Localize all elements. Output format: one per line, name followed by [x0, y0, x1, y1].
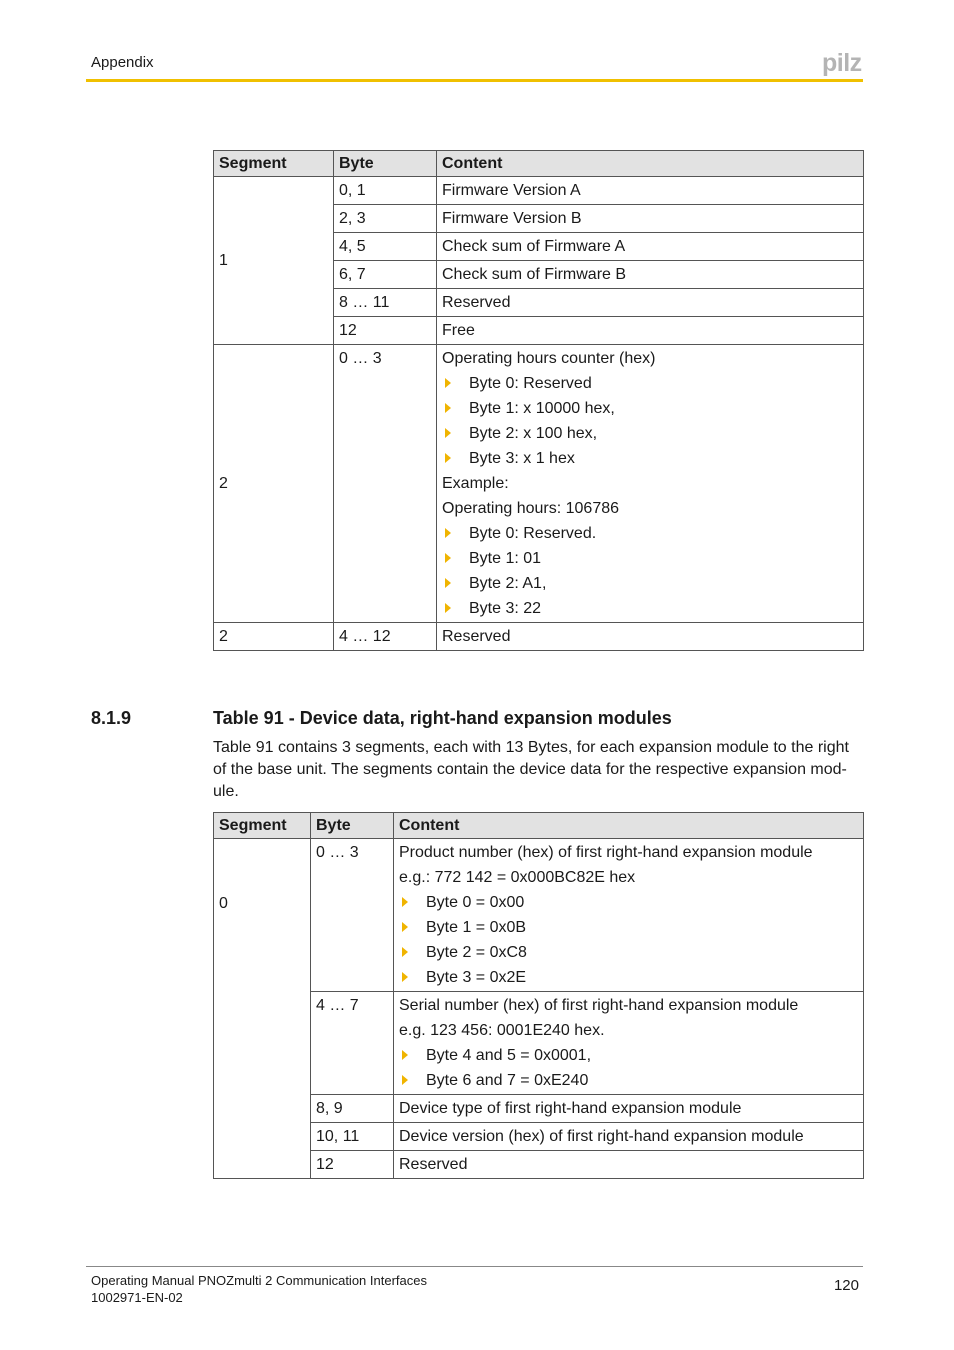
byte-cell: 0 … 3 [334, 345, 437, 623]
bullet-item: Byte 2 = 0xC8 [399, 943, 858, 962]
content-line: Product number (hex) of first right-hand expansion module [399, 844, 813, 861]
bullet-item: Byte 1: x 10000 hex, [442, 399, 858, 418]
section-title: Table 91 - Device data, right-hand expansion modules [213, 708, 672, 728]
table-row [214, 1123, 864, 1151]
content-cell [437, 345, 864, 623]
bullet-item: Byte 3: x 1 hex [442, 449, 858, 468]
byte-cell: 6, 7 [334, 261, 437, 289]
bullet-item: Byte 4 and 5 = 0x0001, [399, 1046, 858, 1065]
pilz-logo: pilz [822, 49, 862, 77]
bullet-item: Byte 6 and 7 = 0xE240 [399, 1071, 858, 1090]
footer-rule [86, 1266, 863, 1267]
byte-cell: 8 … 11 [334, 289, 437, 317]
content-cell: Device type of first right-hand expansion module [394, 1095, 864, 1123]
bullet-item: Byte 1 = 0x0B [399, 918, 858, 937]
content-line: Example: [442, 475, 509, 492]
table-row [214, 1151, 864, 1179]
column-header-content: Content [394, 813, 864, 839]
column-header-content: Content [437, 151, 864, 177]
bullet-item: Byte 3 = 0x2E [399, 968, 858, 987]
content-cell [394, 992, 864, 1095]
column-header-segment: Segment [214, 151, 334, 177]
bullet-item: Byte 0: Reserved [442, 374, 858, 393]
byte-cell: 4, 5 [334, 233, 437, 261]
table-row [214, 839, 864, 992]
table-header-row [214, 813, 864, 839]
content-line: e.g. 123 456: 0001E240 hex. [399, 1022, 605, 1039]
segment-cell: 1 [214, 177, 334, 345]
footer-document-title: Operating Manual PNOZmulti 2 Communication Interfaces [91, 1273, 427, 1288]
byte-cell: 2, 3 [334, 205, 437, 233]
byte-cell: 0, 1 [334, 177, 437, 205]
content-cell: Firmware Version B [437, 205, 864, 233]
content-cell: Check sum of Firmware A [437, 233, 864, 261]
bullet-item: Byte 3: 22 [442, 599, 858, 618]
content-line: Operating hours counter (hex) [442, 350, 656, 367]
content-line: Serial number (hex) of first right-hand expansion module [399, 997, 799, 1014]
bullet-item: Byte 1: 01 [442, 549, 858, 568]
content-cell: Firmware Version A [437, 177, 864, 205]
byte-cell: 4 … 12 [334, 623, 437, 651]
header-rule [86, 79, 863, 82]
bullet-item: Byte 0: Reserved. [442, 524, 858, 543]
header-section-label: Appendix [91, 54, 154, 71]
segment-cell: 2 [214, 345, 334, 623]
segment-value: 0 [219, 895, 228, 912]
segment-cell [214, 839, 311, 1179]
table-row [214, 1095, 864, 1123]
byte-cell: 0 … 3 [311, 839, 394, 992]
content-cell [394, 839, 864, 992]
content-cell: Reserved [437, 289, 864, 317]
content-cell: Reserved [394, 1151, 864, 1179]
bullet-item: Byte 0 = 0x00 [399, 893, 858, 912]
table-row [214, 623, 864, 651]
expansion-module-table [213, 812, 864, 1179]
bullet-item: Byte 2: x 100 hex, [442, 424, 858, 443]
table-row [214, 177, 864, 205]
footer-document-number: 1002971-EN-02 [91, 1290, 183, 1305]
section-number: 8.1.9 [91, 708, 132, 728]
column-header-byte: Byte [311, 813, 394, 839]
table-row [214, 992, 864, 1095]
byte-cell: 10, 11 [311, 1123, 394, 1151]
content-line: Operating hours: 106786 [442, 500, 620, 517]
firmware-data-table [213, 150, 864, 651]
content-cell: Device version (hex) of first right-hand expansion module [394, 1123, 864, 1151]
byte-cell: 12 [311, 1151, 394, 1179]
table-row [214, 345, 864, 623]
content-cell: Free [437, 317, 864, 345]
table-header-row [214, 151, 864, 177]
content-line: e.g.: 772 142 = 0x000BC82E hex [399, 869, 636, 886]
byte-cell: 12 [334, 317, 437, 345]
content-cell: Check sum of Firmware B [437, 261, 864, 289]
section-paragraph: Table 91 contains 3 segments, each with 13 Bytes, for each expansion module to the right of the base unit. The segments contain the device data for the respective expansion mod-ule. [213, 739, 849, 800]
bullet-item: Byte 2: A1, [442, 574, 858, 593]
column-header-byte: Byte [334, 151, 437, 177]
column-header-segment: Segment [214, 813, 311, 839]
content-cell: Reserved [437, 623, 864, 651]
page-number: 120 [833, 1277, 859, 1294]
segment-cell: 2 [214, 623, 334, 651]
byte-cell: 4 … 7 [311, 992, 394, 1095]
byte-cell: 8, 9 [311, 1095, 394, 1123]
